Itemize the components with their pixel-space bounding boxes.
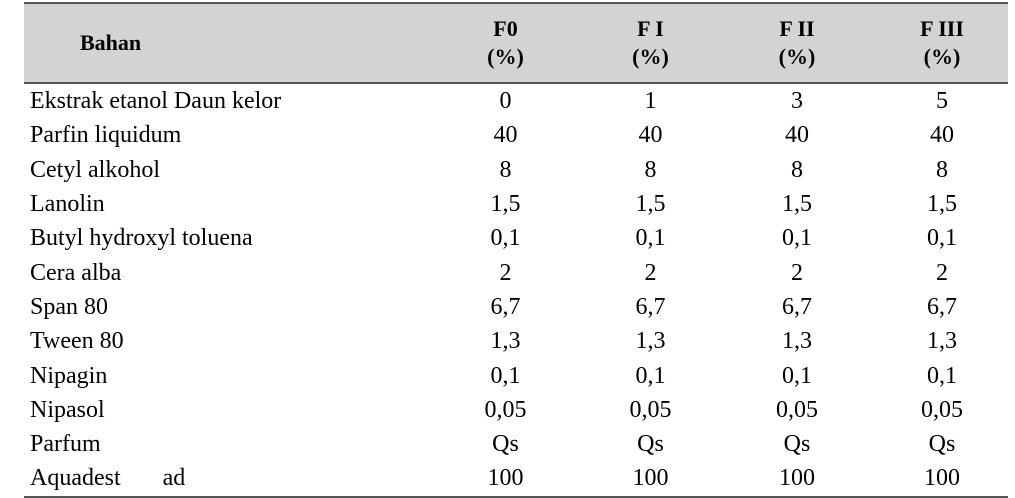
- row-value-f1: 1: [644, 88, 657, 115]
- formulation-table-container: [24, 2, 1008, 498]
- row-value-f2: 0,1: [782, 362, 812, 389]
- header-bahan: Bahan: [24, 3, 428, 83]
- table-row: [24, 290, 1008, 324]
- table-row: [24, 187, 1008, 221]
- row-bahan: Parfin liquidum: [30, 122, 182, 149]
- table-row: [24, 324, 1008, 358]
- table-row: [24, 427, 1008, 461]
- row-value-f0: Qs: [492, 431, 519, 458]
- table-row: [24, 461, 1008, 496]
- row-value-f3: 0,1: [927, 225, 957, 252]
- table-body: [24, 83, 1008, 497]
- row-value-f2: 2: [791, 259, 803, 286]
- row-bahan: Cetyl alkohol: [30, 156, 160, 183]
- row-value-f1: 1,3: [635, 328, 666, 355]
- row-value-f2: Qs: [783, 431, 811, 458]
- row-bahan: Ekstrak etanol Daun kelor: [30, 88, 282, 115]
- row-value-f1: 2: [644, 259, 657, 286]
- row-value-f1: 0,1: [635, 225, 666, 252]
- row-value-f3: 5: [936, 88, 948, 115]
- row-value-f2: 100: [718, 461, 876, 496]
- row-bahan: Nipasol: [30, 396, 105, 423]
- row-value-f3: 40: [930, 122, 954, 149]
- row-bahan-suffix: ad: [162, 465, 186, 492]
- row-value-f2: 0,05: [776, 396, 818, 423]
- header-f2-unit: (%): [778, 44, 816, 69]
- formulation-table: [24, 2, 1008, 498]
- row-bahan: Lanolin: [30, 191, 105, 218]
- row-value-f3: 8: [936, 156, 948, 183]
- row-bahan: Cera alba: [30, 259, 122, 286]
- row-value-f3: 1,5: [927, 191, 957, 218]
- header-f3-unit: (%): [923, 44, 961, 69]
- table-header: [24, 3, 1008, 83]
- row-value-f3: 0,1: [927, 362, 957, 389]
- row-value-f2: 8: [791, 156, 803, 183]
- row-value-f0: 0: [499, 88, 512, 115]
- row-value-f0: 2: [499, 259, 512, 286]
- row-value-f0: 8: [499, 156, 512, 183]
- header-f3-name: F III: [920, 16, 964, 41]
- table-row: [24, 358, 1008, 392]
- header-f3: [876, 3, 1008, 83]
- row-value-f2: 1,5: [782, 191, 812, 218]
- row-bahan: Tween 80: [30, 328, 124, 355]
- row-value-f3: 100: [876, 461, 1008, 496]
- header-f1-unit: (%): [632, 44, 669, 69]
- header-f0-name: F0: [493, 16, 518, 41]
- row-value-f1: Qs: [637, 431, 664, 458]
- row-value-f2: 1,3: [782, 328, 812, 355]
- row-value-f3: Qs: [928, 431, 956, 458]
- row-value-f0: 0,1: [490, 362, 521, 389]
- row-value-f0: 0,05: [484, 396, 527, 423]
- header-f2-name: F II: [779, 16, 815, 41]
- row-bahan: Aquadest: [30, 465, 121, 492]
- row-value-f0: 0,1: [490, 225, 521, 252]
- row-bahan: Parfum: [30, 431, 101, 458]
- row-value-f2: 40: [785, 122, 809, 149]
- table-row: [24, 153, 1008, 187]
- row-value-f0: 1,3: [490, 328, 521, 355]
- row-value-f2: 3: [791, 88, 803, 115]
- table-row: [24, 393, 1008, 427]
- row-value-f1: 100: [583, 461, 718, 496]
- header-f0: [428, 3, 583, 83]
- header-f1: [583, 3, 718, 83]
- row-value-f0: 6,7: [490, 293, 521, 320]
- header-f0-unit: (%): [487, 44, 524, 69]
- row-value-f3: 2: [936, 259, 948, 286]
- table-row: [24, 83, 1008, 118]
- row-value-f3: 6,7: [927, 293, 957, 320]
- row-value-f1: 40: [638, 122, 663, 149]
- row-bahan: Span 80: [30, 293, 108, 320]
- row-bahan: Nipagin: [30, 362, 108, 389]
- table-row: [24, 255, 1008, 289]
- row-bahan-cell: [24, 461, 428, 496]
- table-row: [24, 118, 1008, 152]
- row-bahan: Butyl hydroxyl toluena: [30, 225, 253, 252]
- header-f2: [718, 3, 876, 83]
- row-value-f0: 40: [493, 122, 518, 149]
- row-value-f3: 0,05: [921, 396, 963, 423]
- row-value-f1: 0,05: [629, 396, 672, 423]
- header-f1-name: F I: [637, 16, 664, 41]
- row-value-f1: 0,1: [635, 362, 666, 389]
- row-value-f1: 6,7: [635, 293, 666, 320]
- row-value-f0: 100: [428, 461, 583, 496]
- row-value-f2: 0,1: [782, 225, 812, 252]
- row-value-f0: 1,5: [490, 191, 521, 218]
- row-value-f1: 1,5: [635, 191, 666, 218]
- table-header-row: [24, 3, 1008, 83]
- row-value-f3: 1,3: [927, 328, 957, 355]
- row-value-f1: 8: [644, 156, 657, 183]
- table-row: [24, 221, 1008, 255]
- row-value-f2: 6,7: [782, 293, 812, 320]
